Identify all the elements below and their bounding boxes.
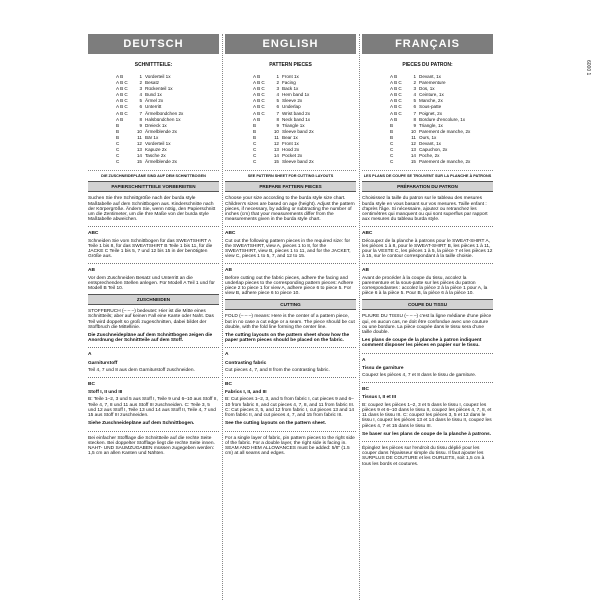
- fold-text: PLIURE DU TISSU (– – –) c'est la ligne médiane d'une pièce qui, en aucun cas, ne doit être confondue avec une couture ou une bordure. La pièce coupée dans le tissu sera d'une taille double.: [362, 314, 492, 336]
- divider: [88, 377, 219, 378]
- piece-views: A B C: [390, 92, 402, 98]
- piece-views: A B C: [253, 98, 265, 104]
- view-label: A: [362, 357, 366, 363]
- piece-number: 7: [139, 110, 142, 116]
- piece-views: B: [253, 134, 257, 140]
- piece-number: 14: [410, 153, 416, 159]
- cutting-layout-note: LES PLANS DE COUPE SE TROUVENT SUR LA PLANCHE À PATRONS: [362, 170, 493, 178]
- piece-label: Triangle 1x: [282, 122, 305, 128]
- piece-label: Vorderteil 1x: [145, 141, 171, 147]
- piece-number: 6: [413, 104, 416, 110]
- piece-label: Sleeve band 2x: [282, 128, 314, 134]
- piece-number: 10: [136, 128, 142, 134]
- piece-label: Rückenteil 1x: [145, 86, 173, 92]
- piece-number: 8: [413, 116, 416, 122]
- pattern-piece-row: [116, 159, 219, 165]
- piece-label: Ärmelbündchen 2x: [145, 110, 184, 116]
- view-label: BC: [225, 382, 232, 388]
- piece-views: C: [253, 147, 257, 153]
- piece-views: B: [253, 122, 257, 128]
- piece-number: 13: [136, 147, 142, 153]
- piece-views: A B C: [390, 104, 402, 110]
- section-title-cutting: ZUSCHNEIDEN: [88, 294, 219, 305]
- piece-views: A B C: [390, 110, 402, 116]
- piece-number: 4: [139, 92, 142, 98]
- piece-number: 2: [413, 80, 416, 86]
- piece-views: A B: [390, 74, 398, 79]
- see-layout-note: Se baser sur les plans de coupe de la planche à patrons.: [362, 431, 492, 437]
- piece-number: 13: [273, 147, 279, 153]
- piece-number: 3: [276, 86, 279, 92]
- divider: [362, 353, 493, 354]
- divider: [362, 382, 493, 383]
- prepare-text: Suchen Sie Ihre Schnittgröße nach der burda style Maßtabelle auf dem Schnittbogen aus. Kinderschnitte nach der Körpergröße. Ändern Sie, wenn nötig, den Papierschnitt um die Zentimeter, um die Ihre Maße von der burda style Maßtabelle abweichen.: [88, 196, 216, 223]
- piece-label: Tasche 2x: [145, 153, 166, 159]
- piece-label: Parement de manche, 2x: [419, 159, 471, 165]
- piece-views: A B C: [253, 80, 265, 86]
- piece-views: A B C: [253, 104, 265, 110]
- piece-views: A B C: [253, 86, 265, 92]
- pattern-pieces-list: [116, 74, 219, 165]
- view-abc-text: Schneiden Sie vom Schnittbogen für das SWEATSHIRT A Teile 1 bis 8, für das SWEATSHIRT B Teile 1 bis 11, für die JACKE C Teile 1 bis 5, 7 und 12 bis 15 in der benötigten Größe aus.: [88, 238, 213, 260]
- fabric-title: Fabrics I, II, and III: [225, 390, 267, 396]
- piece-number: 4: [276, 92, 279, 98]
- piece-views: A B C: [253, 92, 265, 98]
- piece-views: B: [116, 128, 120, 134]
- divider: [362, 441, 493, 442]
- piece-number: 12: [410, 141, 416, 147]
- divider: [88, 226, 219, 227]
- language-header: DEUTSCH: [88, 34, 219, 54]
- piece-label: Front 1x: [282, 74, 299, 79]
- piece-label: Neck band 1x: [282, 116, 311, 122]
- piece-label: Underlap: [282, 104, 301, 110]
- piece-views: A B: [253, 116, 261, 122]
- piece-number: 11: [137, 134, 142, 140]
- piece-number: 6: [276, 104, 279, 110]
- piece-label: Wrist band 2x: [282, 110, 310, 116]
- piece-label: Poignet, 2x: [419, 110, 442, 116]
- piece-number: 4: [413, 92, 416, 98]
- piece-label: Ceinture, 1x: [419, 92, 444, 98]
- column-divider: [222, 34, 223, 600]
- piece-number: 10: [273, 128, 279, 134]
- piece-label: Back 1x: [282, 86, 299, 92]
- piece-number: 12: [136, 141, 142, 147]
- view-label: AB: [225, 268, 232, 274]
- fabric-text: B: Teile 1–2, 3 und 5 aus Stoff I, Teile 9 und 6–10 aus Stoff II, Teile 4, 7, 8 und 11 aus Stoff III zuschneiden. C: Teile 3, 5 und 12 aus Stoff I, Teile 13 und 14 aus Stoff II, Teile 4, 7 und 15 aus Stoff III zuschneiden.: [88, 397, 218, 419]
- piece-number: 2: [139, 80, 142, 86]
- piece-views: B: [390, 128, 394, 134]
- piece-views: C: [390, 141, 394, 147]
- piece-label: Sous-patte: [419, 104, 442, 110]
- piece-views: B: [390, 122, 394, 128]
- instruction-sheet: [88, 34, 498, 600]
- piece-number: 3: [413, 86, 416, 92]
- piece-views: C: [253, 141, 257, 147]
- piece-label: Ärmel 2x: [145, 98, 164, 104]
- piece-label: Manche, 2x: [419, 98, 443, 104]
- piece-number: 6: [139, 104, 142, 110]
- view-label: A: [88, 352, 92, 358]
- piece-label: Sleeve band 2x: [282, 159, 314, 165]
- piece-number: 1: [413, 74, 416, 79]
- column-divider: [359, 34, 360, 600]
- piece-views: A B C: [116, 80, 128, 86]
- section-prepare: [225, 196, 356, 296]
- cutting-layout-note: SEE PATTERN SHEET FOR CUTTING LAYOUTS: [225, 170, 356, 178]
- piece-label: Capuchon, 2x: [419, 147, 448, 153]
- piece-views: A B C: [390, 80, 402, 86]
- piece-number: 13: [410, 147, 416, 153]
- view-label: BC: [88, 382, 95, 388]
- piece-label: Devant, 1x: [419, 141, 441, 147]
- view-label: ABC: [88, 231, 99, 237]
- piece-number: 9: [413, 122, 416, 128]
- piece-label: Hood 2x: [282, 147, 300, 153]
- pattern-pieces-title: PATTERN PIECES: [269, 62, 312, 68]
- section-title-prepare: PREPARE PATTERN PIECES: [225, 181, 356, 192]
- piece-label: Devant, 1x: [419, 74, 441, 79]
- piece-label: Front 1x: [282, 141, 299, 147]
- piece-label: Ärmelblende 2x: [145, 159, 177, 165]
- piece-views: A B C: [116, 104, 128, 110]
- piece-number: 5: [413, 98, 416, 104]
- piece-views: C: [116, 141, 120, 147]
- piece-label: Hem band 1x: [282, 92, 310, 98]
- view-ab-text: Before cutting out the fabric pieces, adhere the facing and underlap pieces to the corresponding pattern pieces: Adhere piece 2 to piece 1 for view A, adhere piece 6 to piece 5. For view B, adhere piece 6 to piece 10.: [225, 275, 354, 297]
- fabric-title: Stoff I, II und III: [88, 390, 123, 396]
- fabric-text: B: coupez les pièces 1–2, 3 et 5 dans le tissu I, coupez les pièces 9 et 6–10 dans le tissu II, coupez les pièces 4, 7, 8, et 11 dans le tissu III. C: coupez les pièces 3, 5 et 12 dans le tissu I, coupez les pièces 13 et 14 dans le tissu II, coupez les pièces 4, 7 et 15 dans le tissu III.: [362, 402, 492, 429]
- piece-label: Bordure d'encolure, 1x: [419, 116, 466, 122]
- fabric-title: Tissu de garniture: [362, 365, 404, 371]
- piece-label: Parementure: [419, 80, 446, 86]
- divider: [225, 263, 356, 264]
- piece-label: Bär 1x: [145, 134, 159, 140]
- section-prepare: [362, 196, 493, 296]
- piece-views: C: [116, 147, 120, 153]
- piece-label: Sleeve 2x: [282, 98, 303, 104]
- pattern-piece-row: [390, 159, 493, 165]
- piece-number: 10: [410, 128, 416, 134]
- see-layout-note: See the cutting layouts on the pattern sheet.: [225, 421, 327, 427]
- view-label: ABC: [362, 231, 373, 237]
- piece-number: 15: [136, 159, 142, 165]
- piece-views: C: [390, 153, 394, 159]
- prepare-text: Choose your size according to the burda style size chart. Children's sizes are based on age (height). Adjust the pattern pieces, if necessary, by adding or subtracting the number of inches (cm) that your measurements differ from the measurements given in the burda style chart.: [225, 196, 355, 223]
- piece-views: C: [390, 147, 394, 153]
- piece-views: A B C: [253, 110, 265, 116]
- piece-views: A B C: [390, 86, 402, 92]
- piece-number: 15: [410, 159, 416, 165]
- piece-views: A B: [116, 74, 124, 79]
- fabric-text: Cut pieces 4, 7, and 8 from the contrasting fabric.: [225, 367, 330, 373]
- section-cutting: [362, 314, 493, 466]
- column-english: [225, 34, 356, 600]
- piece-views: A B C: [116, 92, 128, 98]
- divider: [225, 377, 356, 378]
- column-german: [88, 34, 219, 600]
- piece-number: 5: [276, 98, 279, 104]
- piece-number: 14: [136, 153, 142, 159]
- fabric-title: Contrasting fabric: [225, 360, 267, 366]
- piece-number: 9: [276, 122, 279, 128]
- cutting-layout-note: DIE ZUSCHNEIDEPLÄNE SIND AUF DEM SCHNITTBOGEN: [88, 170, 219, 178]
- view-label: BC: [362, 387, 369, 393]
- view-label: A: [225, 352, 229, 358]
- piece-number: 3: [139, 86, 142, 92]
- piece-views: C: [116, 159, 120, 165]
- piece-views: C: [390, 159, 394, 165]
- piece-label: Bund 1x: [145, 92, 162, 98]
- piece-number: 11: [411, 134, 416, 140]
- section-title-prepare: PAPIERSCHNITTTEILE VORBEREITEN: [88, 181, 219, 192]
- view-label: AB: [362, 268, 369, 274]
- piece-label: Ärmelblende 2x: [145, 128, 177, 134]
- language-header: FRANÇAIS: [362, 34, 493, 54]
- language-header: ENGLISH: [225, 34, 356, 54]
- allowance-text: Épinglez les pièces sur l'endroit du tissu déplié pour les couper dans l'épaisseur simple du tissu. Il faut ajouter les SURPLUS DE COUTURE et les OURLETS, soit 1,5 cm à tous les bords et coutures.: [362, 445, 485, 467]
- piece-number: 9: [139, 122, 142, 128]
- view-ab-text: Avant de procéder à la coupe du tissu, accolez la parementure et la sous-patte sur les pièces du patron correspondantes : accolez la pièce 2 à la pièce 1 pour A, la pièce 6 à la pièce 5. Pour B, la pièce 6 à la pièce 10.: [362, 275, 488, 297]
- pattern-pieces-list: [253, 74, 356, 165]
- section-title-cutting: COUPE DU TISSU: [362, 299, 493, 310]
- layout-text: Les plans de coupe de la planche à patron indiquent comment disposer les pièces en papier sur le tissu.: [362, 338, 482, 349]
- piece-views: A B C: [116, 86, 128, 92]
- piece-views: C: [253, 153, 257, 159]
- fold-text: STOFFBRUCH (– – –) bedeutet: Hier ist die Mitte eines Schnittteils; aber auf keinen Fall eine Kante oder Naht. Das Teil wird doppelt so groß zugeschnitten, dabei bildet der Stoffbruch die Mittellinie.: [88, 309, 214, 330]
- piece-label: Ours, 1x: [419, 134, 437, 140]
- fabric-text: Teil 4, 7 und 8 aus dem Garniturstoff zuschneiden.: [88, 367, 195, 373]
- piece-views: A B C: [116, 98, 128, 104]
- piece-views: A B C: [116, 110, 128, 116]
- divider: [88, 347, 219, 348]
- piece-label: Kapuze 2x: [145, 147, 167, 153]
- fabric-title: Garniturstoff: [88, 360, 118, 366]
- column-french: [362, 34, 493, 600]
- divider: [225, 226, 356, 227]
- divider: [88, 431, 219, 432]
- piece-label: Pocket 2x: [282, 153, 303, 159]
- piece-number: 1: [139, 74, 142, 79]
- piece-label: Halsbündchen 1x: [145, 116, 181, 122]
- see-layout-note: Siehe Zuschneidepläne auf dem Schnittbogen.: [88, 421, 195, 427]
- piece-number: 15: [273, 159, 279, 165]
- view-label: AB: [88, 268, 95, 274]
- divider: [362, 226, 493, 227]
- view-label: ABC: [225, 231, 236, 237]
- prepare-text: Choisissez la taille du patron sur le tableau des mesures burda style en vous basant sur vos mesures. Taille enfant : d'après l'âge. Si nécessaire, ajoutez ou retranchez les centimètres qui manquent ou qui sont superflus par rapport aux mesures du tableau burda style.: [362, 196, 488, 223]
- pattern-pieces-list: [390, 74, 493, 165]
- view-abc-text: Découpez de la planche à patrons pour le SWEAT-SHIRT A, les pièces 1 à 8, pour le SWEAT-SHIRT B, les pièces 1 à 11, pour la VESTE C, les pièces 1 à 5, la pièce 7 et les pièces 12 à 15, sur le contour correspondant à la taille choisie.: [362, 238, 493, 260]
- pattern-pieces-title: SCHNITTTEILE:: [134, 62, 173, 68]
- piece-number: 7: [276, 110, 279, 116]
- piece-views: B: [253, 128, 257, 134]
- piece-label: Unterritt: [145, 104, 162, 110]
- piece-number: 5: [139, 98, 142, 104]
- divider: [88, 263, 219, 264]
- allowance-text: Bei einfacher Stofflage die Schnittteile auf die rechte Seite stecken. Bei doppelter Stofflage liegt die rechte Seite innen. NAHT- UND SAUMZUGABEN müssen zugegeben werden: 1,5 cm an allen Kanten und Nähten.: [88, 435, 215, 457]
- piece-number: 1: [276, 74, 279, 79]
- section-title-cutting: CUTTING: [225, 299, 356, 310]
- piece-number: 7: [413, 110, 416, 116]
- fabric-text: B: Cut pieces 1–2, 3, and 5 from fabric I, cut pieces 9 and 6–10 from fabric II, and cut pieces 4, 7, 8, and 11 from fabric III. C: Cut pieces 3, 5, and 12 from fabric I, cut pieces 13 and 14 from fabric II, and cut pieces 4, 7, and 15 from fabric III.: [225, 397, 355, 419]
- fold-text: FOLD (– – –) means: Here is the center of a pattern piece, but in no case a cut edge or a seam. The piece should be cut double, with the fold line forming the center line.: [225, 314, 355, 330]
- piece-label: Poche, 2x: [419, 153, 440, 159]
- piece-label: Vorderteil 1x: [145, 74, 171, 79]
- piece-label: Triangle, 1x: [419, 122, 443, 128]
- piece-label: Parement de manche, 2x: [419, 128, 471, 134]
- piece-number: 11: [274, 134, 279, 140]
- view-abc-text: Cut out the following pattern pieces in the required size: for the SWEATSHIRT, view A, pieces 1 to 8, for the SWEATSHIRT, view B, pieces 1 to 11, and for the JACKET, view C, pieces 1 to 5, 7, and 12 to 15.: [225, 238, 351, 260]
- section-prepare: [88, 196, 219, 291]
- fabric-title: Tissus I, II et III: [362, 395, 397, 401]
- allowance-text: For a single layer of fabric, pin pattern pieces to the right side of the fabric. For a double layer, the right side is facing in. SEAM AND HEM ALLOWANCES must be added: 5/8" (1.5 cm) at all seams and edges.: [225, 435, 355, 457]
- piece-number: 12: [273, 141, 279, 147]
- piece-views: B: [390, 134, 394, 140]
- piece-views: B: [116, 122, 120, 128]
- layout-text: The cutting layouts on the pattern sheet show how the paper pattern pieces should be placed on the fabric.: [225, 333, 350, 344]
- side-code: 6000 1: [585, 60, 591, 76]
- divider: [225, 347, 356, 348]
- section-title-prepare: PRÉPARATION DU PATRON: [362, 181, 493, 192]
- section-cutting: [88, 309, 219, 456]
- piece-views: A B: [116, 116, 124, 122]
- fabric-text: Coupez les pièces 4, 7 et 8 dans le tissu de garniture.: [362, 373, 477, 379]
- layout-text: Die Zuschneidepläne auf dem Schnittbogen zeigen die Anordnung der Schnittteile auf dem Stoff.: [88, 333, 213, 344]
- piece-views: C: [253, 159, 257, 165]
- piece-label: Dreieck 1x: [145, 122, 167, 128]
- piece-number: 14: [273, 153, 279, 159]
- piece-label: Dos, 1x: [419, 86, 435, 92]
- piece-views: B: [116, 134, 120, 140]
- section-cutting: [225, 314, 356, 456]
- divider: [362, 263, 493, 264]
- piece-label: Bear 1x: [282, 134, 298, 140]
- piece-label: Facing: [282, 80, 296, 86]
- piece-number: 8: [139, 116, 142, 122]
- piece-number: 8: [276, 116, 279, 122]
- pattern-pieces-title: PIECES DU PATRON:: [402, 62, 453, 68]
- piece-views: C: [116, 153, 120, 159]
- pattern-piece-row: [253, 159, 356, 165]
- divider: [225, 431, 356, 432]
- piece-number: 2: [276, 80, 279, 86]
- piece-views: A B: [253, 74, 261, 79]
- piece-views: A B: [390, 116, 398, 122]
- piece-views: A B C: [390, 98, 402, 104]
- piece-label: Besatz: [145, 80, 160, 86]
- view-ab-text: Vor dem Zuschneiden Besatz und Unterritt an die entsprechenden Stellen anlegen. Für Modell A Teil 1 und für Modell B Teil 10.: [88, 275, 215, 292]
